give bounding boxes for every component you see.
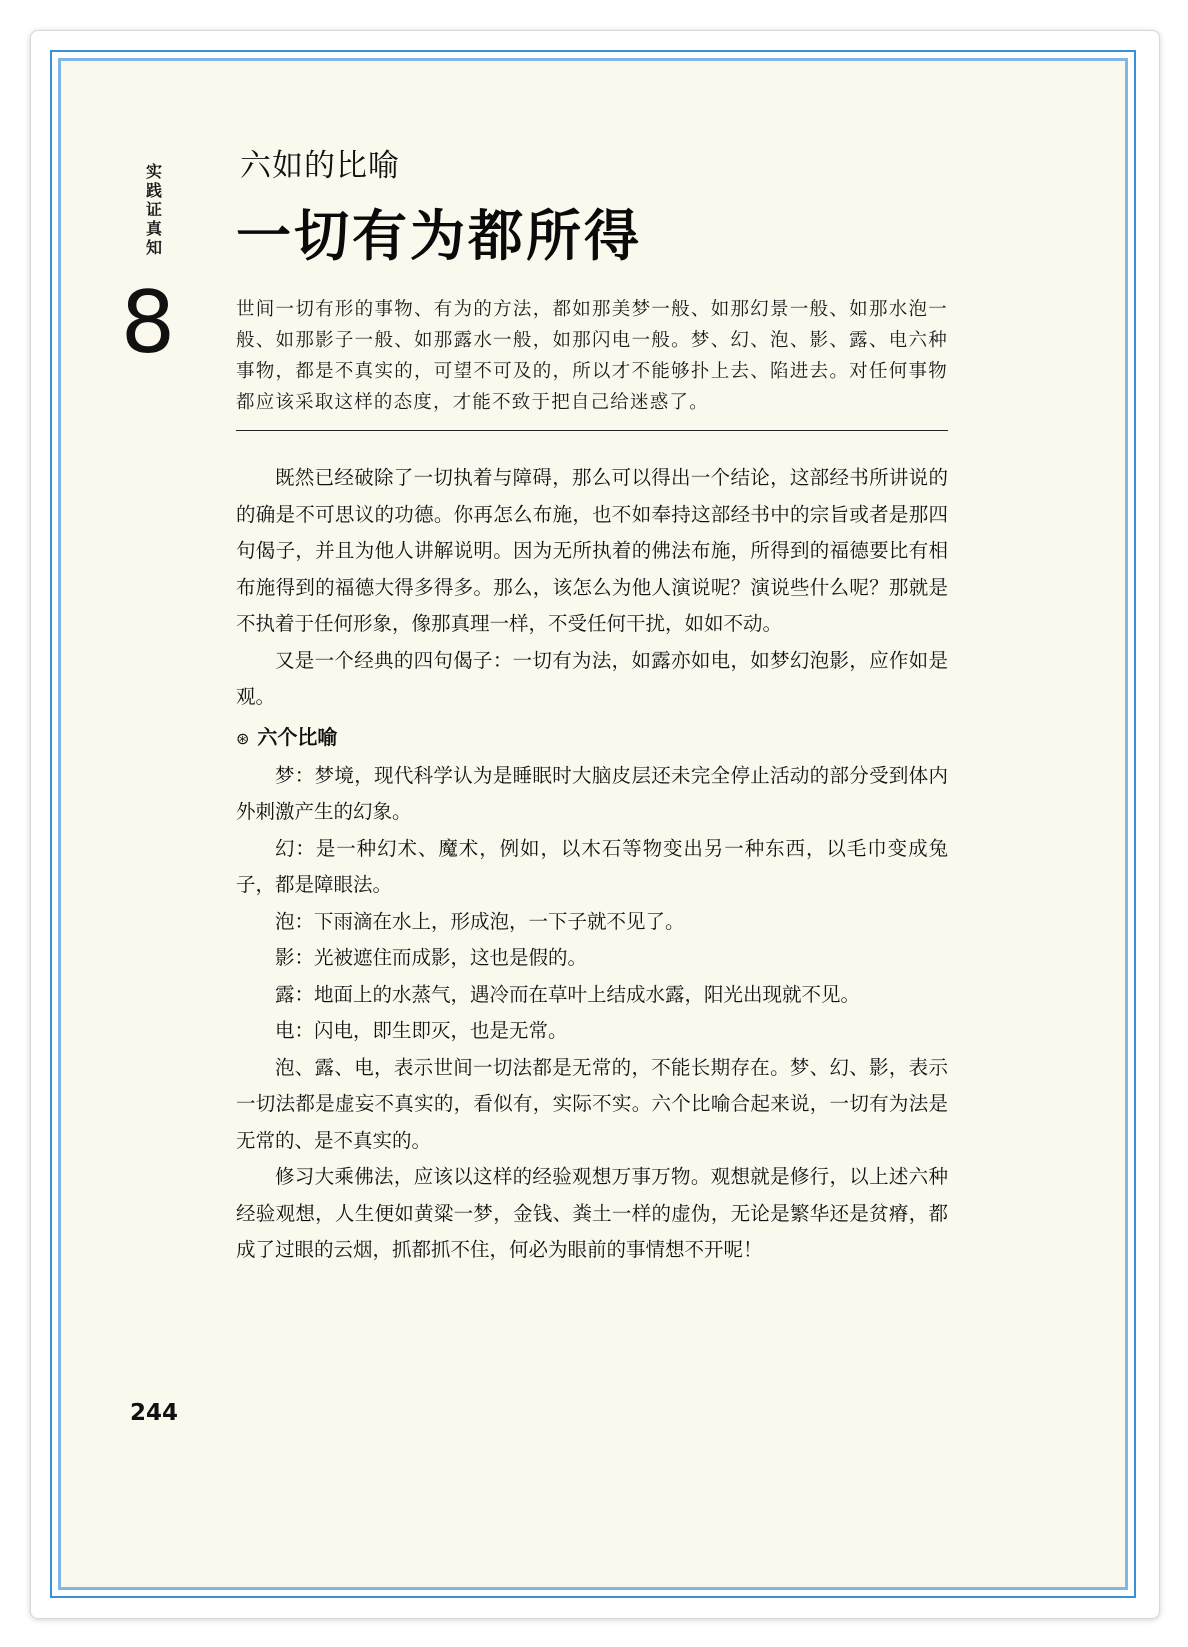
paragraph: 又是一个经典的四句偈子：一切有为法，如露亦如电，如梦幻泡影，应作如是观。 [236,648,948,708]
paragraph: 既然已经破除了一切执着与障碍，那么可以得出一个结论，这部经书所讲说的的确是不可思议的功德。你再怎么布施，也不如奉持这部经书中的宗旨或者是那四句偈子，并且为他人讲解说明。因为无所执着的佛法布施，所得到的福德要比有相布施得到的福德大得多得多。那么，该怎么为他人演说呢？演说些什么呢？那就是不执着于任何形象，像那真理一样，不受任何干扰，如如不动。 [236,466,948,635]
bullet-icon: ⊛ [236,728,250,748]
body-text [236,460,948,1269]
chapter-number: 8 [120,273,176,373]
section-item: 影：光被遮住而成影，这也是假的。 [275,946,588,969]
side-label: 实践证真知 [145,162,162,257]
section-heading [236,720,948,756]
page-title: 一切有为都所得 [236,204,643,268]
section-item: 修习大乘佛法，应该以这样的经验观想万事万物。观想就是修行，以上述六种经验观想，人生便如黄粱一梦，金钱、粪土一样的虚伪，无论是繁华还是贫瘠，都成了过眼的云烟，抓都抓不住，何必为眼前的事情想不开呢！ [236,1165,948,1261]
page-number: 244 [130,1400,179,1426]
intro-paragraph: 世间一切有形的事物、有为的方法，都如那美梦一般、如那幻景一般、如那水泡一般、如那影子一般、如那露水一般，如那闪电一般。梦、幻、泡、影、露、电六种事物，都是不真实的，可望不可及的，所以才不能够扑上去、陷进去。对任何事物都应该采取这样的态度，才能不致于把自己给迷惑了。 [236,299,948,413]
section-item: 泡：下雨滴在水上，形成泡，一下子就不见了。 [275,909,685,933]
section-item: 梦：梦境，现代科学认为是睡眠时大脑皮层还未完全停止活动的部分受到体内外刺激产生的幻象。 [236,763,948,823]
section-item: 幻：是一种幻术、魔术，例如，以木石等物变出另一种东西，以毛巾变成兔子，都是障眼法。 [236,836,948,896]
section-item: 电：闪电，即生即灭，也是无常。 [275,1019,568,1042]
divider [236,430,948,431]
subtitle: 六如的比喻 [240,148,400,184]
section-item: 泡、露、电，表示世间一切法都是无常的，不能长期存在。梦、幻、影，表示一切法都是虚妄不真实的，看似有，实际不实。六个比喻合起来说，一切有为法是无常的、是不真实的。 [236,1055,948,1152]
section-item: 露：地面上的水蒸气，遇冷而在草叶上结成水露，阳光出现就不见。 [275,982,861,1006]
section-heading-text: 六个比喻 [257,724,338,749]
